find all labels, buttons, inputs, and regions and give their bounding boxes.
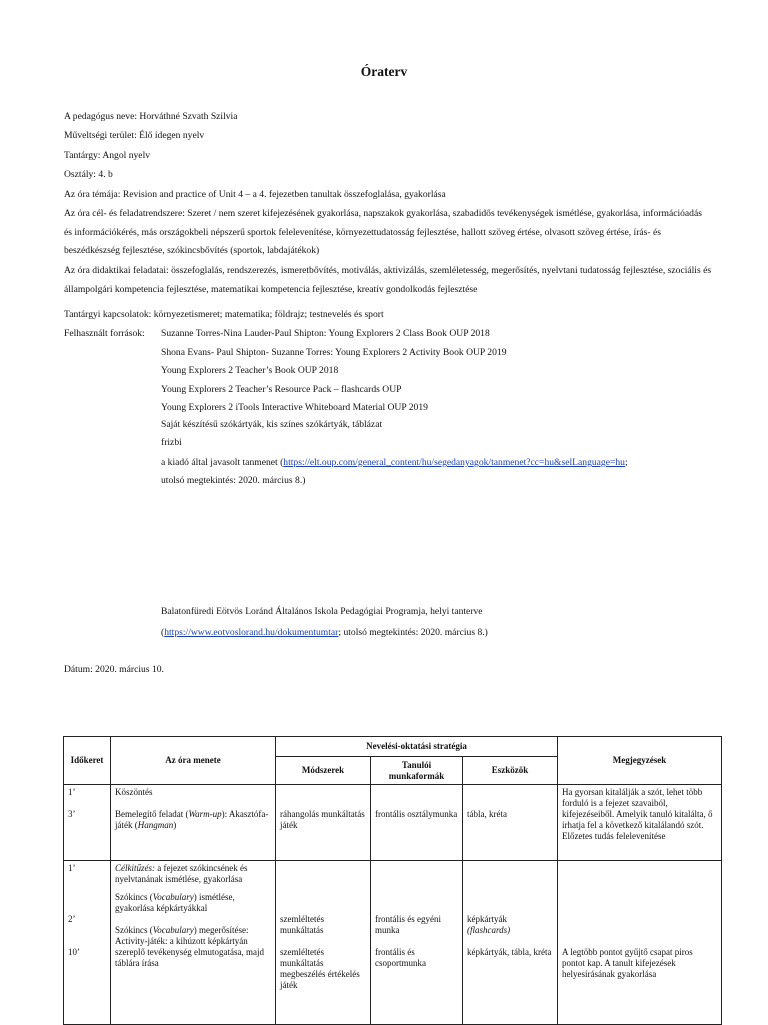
table-row (64, 785, 722, 861)
header-work-forms: Tanulói munkaformák (371, 757, 463, 785)
publisher-suffix: ; (624, 457, 628, 468)
publisher-checked-line: utolsó megtekintés: 2020. március 8.) (161, 475, 306, 486)
process-step: Szókincs (Vocabulary) ismétlése, gyakorlása képkártyákkal (115, 892, 235, 913)
field-label: Az óra témája: (64, 189, 121, 200)
school-suffix: ; utolsó megtekintés: 2020. március 8.) (338, 627, 488, 638)
process-cell (111, 785, 276, 861)
work-forms-cell (371, 861, 463, 1025)
field-value: Revision and practice of Unit 4 – a 4. fejezetben tanultak összefoglalása, gyakorlása (122, 189, 446, 200)
field-label: Osztály: (64, 169, 96, 180)
field-value: Horváthné Szvath Szilvia (139, 111, 238, 122)
field-label: Tantárgy: (64, 150, 101, 161)
source-item: Young Explorers 2 Teacher’s Resource Pack – flashcards OUP (161, 384, 402, 395)
notes-cell (558, 785, 722, 861)
notes-cell (558, 861, 722, 1025)
publisher-link[interactable]: https://elt.oup.com/general_content/hu/segedanyagok/tanmenet?cc=hu&selLanguage=hu (283, 457, 625, 468)
work-forms-value: frontális és egyéni munka (375, 914, 441, 935)
field-value: 4. b (98, 169, 113, 180)
publisher-syllabus-line (161, 457, 628, 468)
header-process: Az óra menete (111, 737, 276, 785)
header-strategy: Nevelési-oktatási stratégia (276, 737, 558, 757)
tools-value: tábla, kréta (467, 809, 507, 819)
tools-cell (463, 785, 558, 861)
source-item: Young Explorers 2 iTools Interactive Whiteboard Material OUP 2019 (161, 402, 428, 413)
source-item: Young Explorers 2 Teacher’s Book OUP 2018 (161, 365, 339, 376)
school-link-line (161, 627, 488, 638)
methods-value: ráhangolás munkáltatás játék (280, 809, 365, 830)
school-link[interactable]: https://www.eotvoslorand.hu/dokumentumtar (164, 627, 339, 638)
tools-value: képkártyák (467, 914, 507, 924)
field-label: A pedagógus neve: (64, 111, 138, 122)
source-item: Suzanne Torres-Nina Lauder-Paul Shipton: Young Explorers 2 Class Book OUP 2018 (161, 328, 490, 339)
process-step: Köszöntés (115, 787, 153, 797)
methods-value: szemléltetés munkáltatás (280, 914, 324, 935)
source-item: Shona Evans- Paul Shipton- Suzanne Torres: Young Explorers 2 Activity Book OUP 2019 (161, 347, 507, 358)
source-item: frizbi (161, 437, 182, 448)
header-methods: Módszerek (276, 757, 371, 785)
subject-line (64, 150, 150, 161)
process-step: Szókincs (Vocabulary) megerősítése: (115, 925, 249, 935)
header-notes: Megjegyzések (558, 737, 722, 785)
time-cell (64, 785, 111, 861)
process-step: Bemelegítő feladat (Warm-up): Akasztófa-játék (Hangman) (115, 809, 269, 830)
publisher-prefix: a kiadó által javasolt tanmenet ( (161, 457, 284, 468)
methods-value: szemléltetés munkáltatás megbeszélés értékelés játék (280, 947, 360, 990)
field-value: Élő idegen nyelv (139, 130, 205, 141)
source-item: Saját készítésű szókártyák, kis színes szókártyák, táblázat (161, 419, 383, 430)
time-value: 1’ (68, 863, 76, 873)
process-step: Activity-játék: a kihúzott képkártyán szereplő tevékenység elmutogatása, majd táblára írása (115, 936, 264, 968)
time-value: 1’ (68, 787, 76, 797)
connections-line: Tantárgyi kapcsolatok: környezetismeret; matematika; földrajz; testnevelés és sport (64, 309, 384, 320)
tools-value: képkártyák, tábla, kréta (467, 947, 552, 957)
date-line: Dátum: 2020. március 10. (64, 664, 164, 675)
tools-value: (flashcards) (467, 925, 511, 935)
notes-value: Előzetes tudás felelevenítése (562, 831, 666, 841)
school-program-line: Balatonfüredi Eötvös Loránd Általános Iskola Pedagógiai Programja, helyi tanterve (161, 606, 483, 617)
topic-line (64, 189, 446, 200)
methods-cell (276, 785, 371, 861)
time-value: 3’ (68, 809, 76, 819)
work-forms-cell (371, 785, 463, 861)
didactic-paragraph: Az óra didaktikai feladatai: összefoglalás, rendszerezés, ismeretbővítés, motiválás, aktivizálás, szemléletesség, megerősítés, nyelvtani tudatosság fejlesztése, szociális és állampolgári kompetencia fejlesztése, matematikai kompetencia fejlesztése, kreatív gondolkodás fejlesztése (64, 265, 712, 295)
time-value: 10’ (68, 947, 80, 957)
lesson-plan-table (63, 736, 722, 1025)
process-cell (111, 861, 276, 1025)
field-label: Műveltségi terület: (64, 130, 137, 141)
work-forms-value: frontális és csoportmunka (375, 947, 426, 968)
page-title: Óraterv (360, 64, 408, 79)
methods-cell (276, 861, 371, 1025)
time-cell (64, 861, 111, 1025)
sources-label: Felhasznált források: (64, 328, 145, 339)
header-time: Időkeret (64, 737, 111, 785)
table-row (64, 861, 722, 1025)
field-value: Angol nyelv (102, 150, 151, 161)
goals-paragraph: Az óra cél- és feladatrendszere: Szeret / nem szeret kifejezésének gyakorlása, napszakok gyakorlása, szabadidős tevékenységek ismétlése, gyakorlása, információadás és információkérés, más országokbeli népszerű sportok felelevenítése, környezettudatosság fejlesztése, hallott szöveg értése, olvasott szöveg értése, írás- és beszédkészség fejlesztése, szókincsbővítés (sportok, labdajátékok) (64, 208, 702, 257)
process-step: Célkitűzés: a fejezet szókincsének és nyelvtanának ismétlése, gyakorlása (115, 863, 248, 884)
time-value: 2’ (68, 914, 76, 924)
class-line (64, 169, 113, 180)
teacher-name-line (64, 111, 237, 122)
work-forms-value: frontális osztálymunka (375, 809, 458, 819)
notes-value: A legtöbb pontot gyűjtő csapat piros pontot kap. A tanult kifejezések helyesírásának gyakorlása (562, 947, 693, 979)
header-tools: Eszközök (463, 757, 558, 785)
school-prefix: ( (161, 627, 165, 638)
tools-cell (463, 861, 558, 1025)
notes-value: Ha gyorsan kitalálják a szót, lehet több forduló is a fejezet szavaiból, kifejezéseiből. Amelyik tanuló kitalálta, ő írhatja fel a következő kitalálandó szót. (562, 787, 713, 830)
subject-area-line (64, 130, 204, 141)
